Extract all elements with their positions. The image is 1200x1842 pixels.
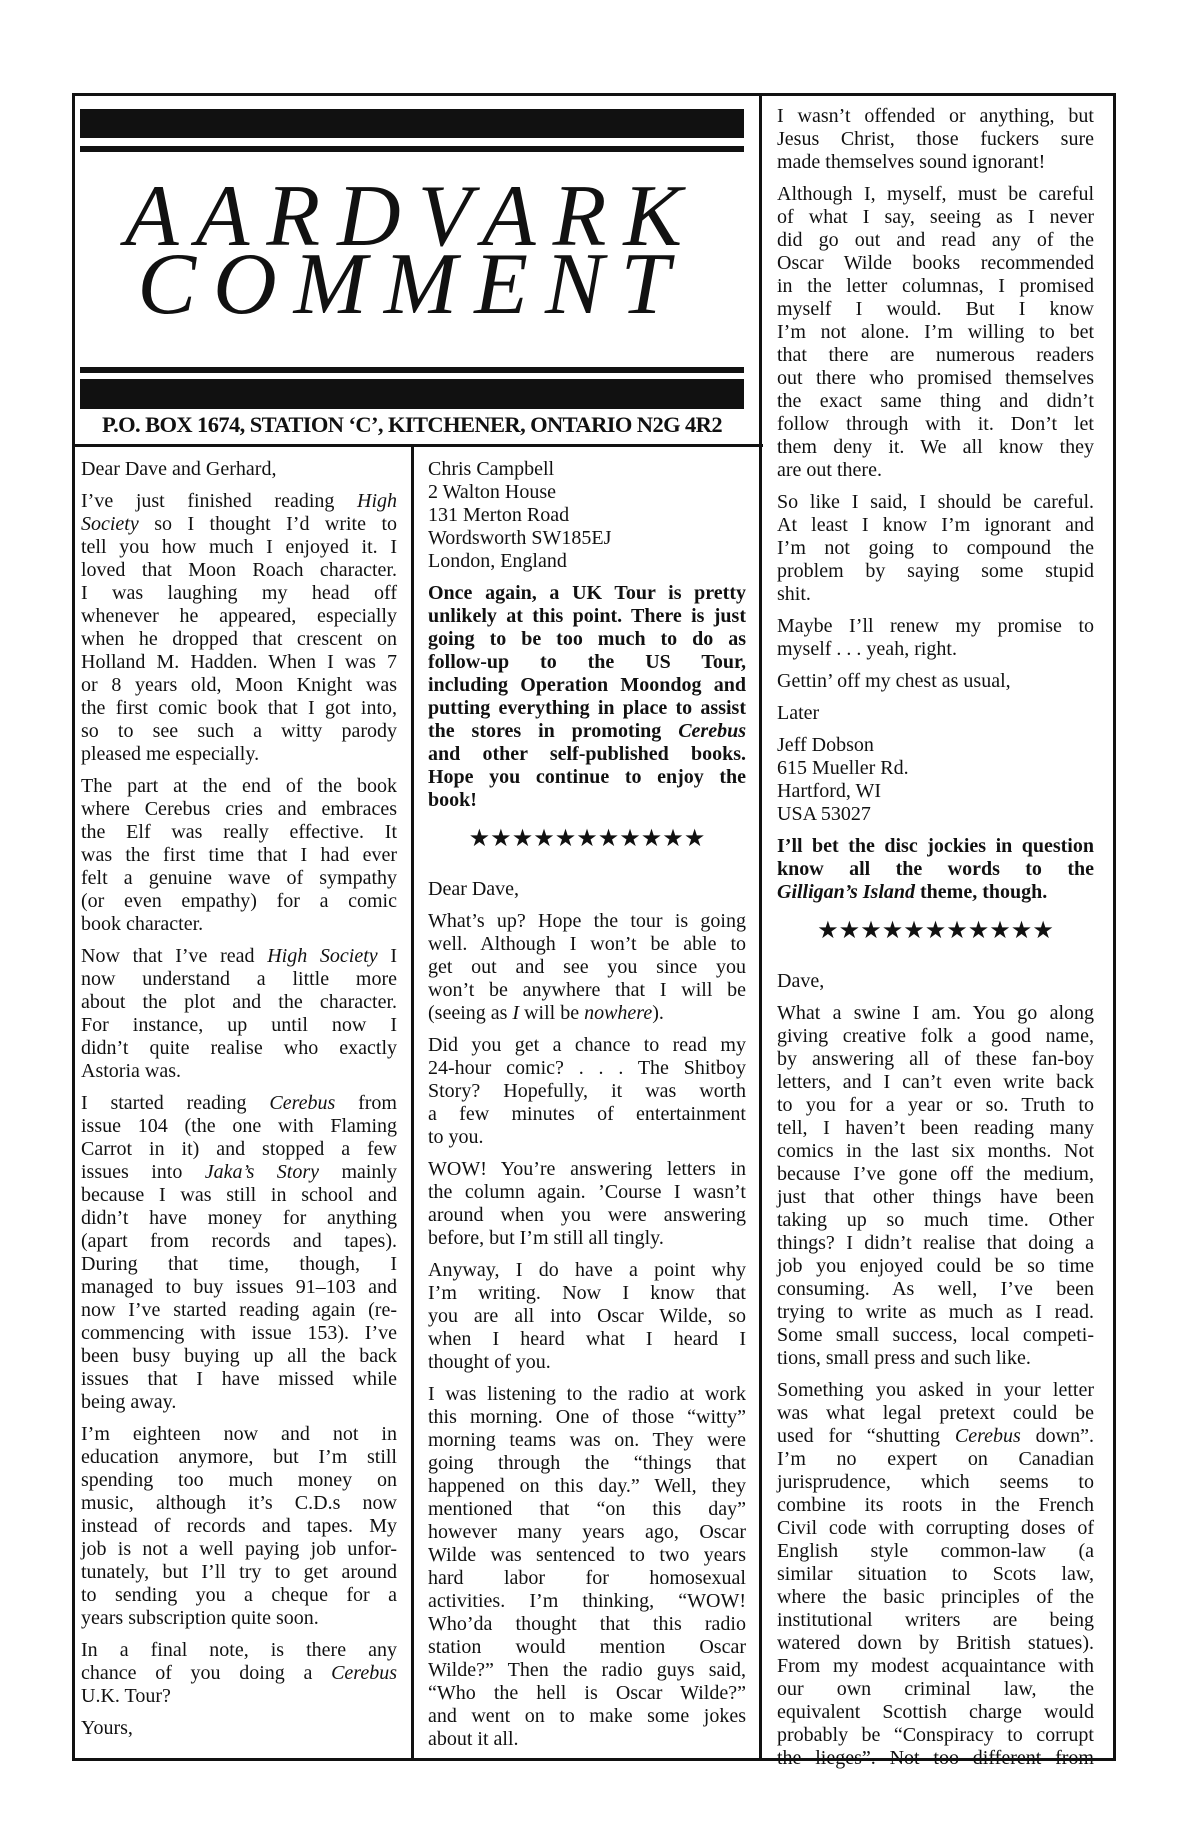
text-line: WOW! You’re answering letters in: [428, 1158, 746, 1180]
text-line: During that time, though, I: [81, 1253, 397, 1275]
text-line: mentioned that “on this day”: [428, 1498, 746, 1520]
letter-paragraph: [81, 1423, 397, 1630]
masthead-rule-top: [80, 146, 744, 152]
text-run: issues into: [81, 1161, 205, 1183]
text-line: Jeff Dobson: [777, 734, 874, 756]
text-line: giving creative folk a good name,: [777, 1025, 1094, 1047]
text-line: I’m eighteen now and not in: [81, 1423, 397, 1445]
text-line: Anyway, I do have a point why: [428, 1259, 746, 1281]
text-line: tunately, but I’ll try to get around: [81, 1561, 397, 1583]
postal-address: [428, 458, 746, 573]
text-line: So like I said, I should be careful.: [777, 491, 1094, 513]
text-run: ).: [652, 1002, 664, 1024]
text-line: The part at the end of the book: [81, 775, 397, 797]
text-line: “Who the hell is Oscar Wilde?”: [428, 1682, 746, 1704]
letter-paragraph: [81, 490, 397, 766]
text-line: being away.: [81, 1391, 177, 1413]
letter-paragraph: [428, 1383, 746, 1751]
text-line: Hope you continue to enjoy the: [428, 766, 746, 788]
text-line: and went on to make some jokes: [428, 1705, 746, 1727]
text-line: our own criminal law, the: [777, 1678, 1094, 1700]
text-line: Maybe I’ll renew my promise to: [777, 615, 1094, 637]
text-line: because I was still in school and: [81, 1184, 397, 1206]
text-line: job you enjoyed could be so time: [777, 1255, 1094, 1277]
text-line: Some small success, local competi-: [777, 1324, 1094, 1346]
mailing-address: P.O. BOX 1674, STATION ‘C’, KITCHENER, ONTARIO N2G 4R2: [102, 412, 722, 437]
text-line: including Operation Moondog and: [428, 674, 746, 696]
text-line: issues that I have missed while: [81, 1368, 397, 1390]
letter-paragraph: [81, 1092, 397, 1414]
star-separator: ★★★★★★★★★★★: [468, 826, 706, 852]
text-line: Dear Dave,: [428, 878, 520, 900]
text-run: mainly: [319, 1161, 397, 1183]
text-line: Did you get a chance to read my: [428, 1034, 746, 1056]
text-line: didn’t have money for anything: [81, 1207, 397, 1229]
italic-title: nowhere: [584, 1002, 653, 1024]
text-line: [81, 1662, 397, 1685]
masthead-bar-top: [80, 109, 744, 138]
text-line: the column again. ’Course I wasn’t: [428, 1181, 746, 1203]
text-line: 131 Merton Road: [428, 504, 570, 526]
text-line: by answering all of these fan-boy: [777, 1048, 1094, 1070]
text-line: [777, 881, 1094, 904]
postal-address: [777, 734, 1094, 826]
text-line: the first comic book that I got into,: [81, 697, 397, 719]
text-run: chance of you doing a: [81, 1662, 332, 1684]
text-line: commencing with issue 153). I’ve: [81, 1322, 397, 1344]
text-line: 24-hour comic? . . . The Shitboy: [428, 1057, 746, 1079]
text-run: from: [335, 1092, 397, 1114]
text-line: just that other things have been: [777, 1186, 1094, 1208]
text-line: was the first time that I had ever: [81, 844, 397, 866]
text-line: music, although it’s C.D.s now: [81, 1492, 397, 1514]
text-line: [428, 1002, 746, 1025]
italic-title: High Society: [267, 945, 378, 967]
text-line: activities. I’m thinking, “WOW!: [428, 1590, 746, 1612]
text-line: pleased me especially.: [81, 743, 260, 765]
text-line: follow-up to the US Tour,: [428, 651, 746, 673]
text-line: Yours,: [81, 1717, 133, 1739]
text-line: At least I know I’m ignorant and: [777, 514, 1094, 536]
italic-title: Gilligan’s Island: [777, 881, 915, 903]
text-line: made themselves sound ignorant!: [777, 151, 1046, 173]
letter-paragraph: [81, 775, 397, 936]
text-line: happened on this day.” Well, they: [428, 1475, 746, 1497]
text-run: the stores in promoting: [428, 720, 679, 742]
text-line: Wilde was sentenced to two years: [428, 1544, 746, 1566]
text-run: so I thought I’d write to: [138, 513, 397, 535]
text-line: won’t be anywhere that I will be: [428, 979, 746, 1001]
letter-paragraph: [777, 105, 1094, 174]
text-line: equivalent Scottish charge would: [777, 1701, 1094, 1723]
text-line: Story? Hopefully, it was worth: [428, 1080, 746, 1102]
text-line: myself I would. But I know: [777, 298, 1094, 320]
text-line: station would mention Oscar: [428, 1636, 746, 1658]
text-line: Something you asked in your letter: [777, 1379, 1094, 1401]
text-line: Hartford, WI: [777, 780, 882, 802]
text-line: Oscar Wilde books recommended: [777, 252, 1094, 274]
text-line: the lieges”. Not too different from: [777, 1747, 1094, 1769]
text-line: Wilde?” Then the radio guys said,: [428, 1659, 746, 1681]
text-line: Who’da thought that this radio: [428, 1613, 746, 1635]
text-line: to you for a year or so. Truth to: [777, 1094, 1094, 1116]
text-line: get out and see you since you: [428, 956, 746, 978]
text-line: [81, 1092, 397, 1115]
letter-paragraph: [777, 1379, 1094, 1770]
text-line: putting everything in place to assist: [428, 697, 746, 719]
text-line: [777, 1425, 1094, 1448]
text-line: unlikely at this point. There is just: [428, 605, 746, 627]
text-line: [428, 720, 746, 743]
text-line: Carrot in it) and stopped a few: [81, 1138, 397, 1160]
text-line: about the plot and the character.: [81, 991, 397, 1013]
text-line: so to see such a witty parody: [81, 720, 397, 742]
text-line: letters, and I can’t even write back: [777, 1071, 1094, 1093]
text-line: I’m not going to compound the: [777, 537, 1094, 559]
text-line: book character.: [81, 913, 204, 935]
text-line: probably be “Conspiracy to corrupt: [777, 1724, 1094, 1746]
text-line: London, England: [428, 550, 567, 572]
italic-title: Jaka’s Story: [204, 1161, 320, 1183]
letter-paragraph: [777, 670, 1094, 693]
italic-title: Cerebus: [269, 1092, 336, 1114]
text-line: shit.: [777, 583, 811, 605]
letter-paragraph: [428, 878, 746, 901]
letter-paragraph: [81, 945, 397, 1083]
letter-paragraph: [777, 183, 1094, 482]
star-separator: ★★★★★★★★★★★: [817, 918, 1054, 944]
text-line: tions, small press and such like.: [777, 1347, 1031, 1369]
text-line: the exact same thing and didn’t: [777, 390, 1094, 412]
text-run: Now that I’ve read: [81, 945, 268, 967]
text-line: Jesus Christ, those fuckers sure: [777, 128, 1094, 150]
text-line: this morning. One of those “witty”: [428, 1406, 746, 1428]
text-line: whenever he appeared, especially: [81, 605, 397, 627]
editor-reply: [428, 582, 746, 812]
text-line: consuming. As well, I’ve been: [777, 1278, 1094, 1300]
text-line: now understand a little more: [81, 968, 397, 990]
text-line: issue 104 (the one with Flaming: [81, 1115, 397, 1137]
text-line: didn’t quite realise who exactly: [81, 1037, 397, 1059]
text-line: Gettin’ off my chest as usual,: [777, 670, 1011, 692]
letter-paragraph: [777, 1002, 1094, 1370]
text-line: to you.: [428, 1126, 484, 1148]
text-line: I was listening to the radio at work: [428, 1383, 746, 1405]
text-line: them deny it. We all know they: [777, 436, 1094, 458]
letter-paragraph: [777, 702, 1094, 725]
text-line: that there are numerous readers: [777, 344, 1094, 366]
text-line: because I’ve gone off the medium,: [777, 1163, 1094, 1185]
text-line: 615 Mueller Rd.: [777, 757, 909, 779]
text-line: when he dropped that crescent on: [81, 628, 397, 650]
column-divider-right: [759, 93, 762, 1758]
letter-paragraph: [777, 615, 1094, 661]
text-line: in the letter columnas, I promised: [777, 275, 1094, 297]
text-line: where Cerebus cries and embraces: [81, 798, 397, 820]
text-line: Later: [777, 702, 820, 724]
text-run: will be: [519, 1002, 585, 1024]
text-run: I started reading: [81, 1092, 270, 1114]
text-line: USA 53027: [777, 803, 871, 825]
text-line: where the basic principles of the: [777, 1586, 1094, 1608]
letter-paragraph: [81, 1717, 397, 1740]
text-line: [81, 1161, 397, 1184]
masthead-bar-bottom: [80, 379, 744, 409]
text-line: did go out and read any of the: [777, 229, 1094, 251]
column-middle: [428, 458, 746, 1760]
text-line: and other self-published books.: [428, 743, 746, 765]
letter-paragraph: [428, 1158, 746, 1250]
text-line: to sending you a cheque for a: [81, 1584, 397, 1606]
text-line: book!: [428, 789, 477, 811]
text-line: Once again, a UK Tour is pretty: [428, 582, 746, 604]
italic-title: Society: [81, 513, 139, 535]
text-line: going through the “things that: [428, 1452, 746, 1474]
text-line: was what legal pretext could be: [777, 1402, 1094, 1424]
text-line: a few minutes of entertainment: [428, 1103, 746, 1125]
letter-paragraph: [428, 910, 746, 1025]
text-line: Dear Dave and Gerhard,: [81, 458, 277, 480]
text-line: well. Although I won’t be able to: [428, 933, 746, 955]
text-line: tell you how much I enjoyed it. I: [81, 536, 397, 558]
italic-title: Cerebus: [331, 1662, 397, 1684]
text-line: Astoria was.: [81, 1060, 181, 1082]
text-line: I’m no expert on Canadian: [777, 1448, 1094, 1470]
text-line: of what I say, seeing as I never: [777, 206, 1094, 228]
italic-title: High: [357, 490, 397, 512]
text-line: similar situation to Scots law,: [777, 1563, 1094, 1585]
text-line: Wordsworth SW185EJ: [428, 527, 612, 549]
text-line: From my modest acquaintance with: [777, 1655, 1094, 1677]
letter-paragraph: [777, 491, 1094, 606]
text-line: problem by saying some stupid: [777, 560, 1094, 582]
text-line: Chris Campbell: [428, 458, 555, 480]
text-line: I’m not alone. I’m willing to bet: [777, 321, 1094, 343]
text-line: [81, 490, 397, 513]
text-line: What’s up? Hope the tour is going: [428, 910, 746, 932]
text-line: For instance, up until now I: [81, 1014, 397, 1036]
text-line: before, but I’m still all tingly.: [428, 1227, 664, 1249]
masthead-title-aardvark: AARDVARK: [124, 168, 700, 265]
text-line: now I’ve started reading again (re-: [81, 1299, 397, 1321]
text-line: In a final note, is there any: [81, 1639, 397, 1661]
text-line: thought of you.: [428, 1351, 551, 1373]
text-line: loved that Moon Roach character.: [81, 559, 397, 581]
header-divider: [72, 444, 763, 447]
text-run: I’ve just finished reading: [81, 490, 357, 512]
column-right: [777, 105, 1094, 1779]
column-left: [81, 458, 397, 1749]
text-line: been busy buying up all the back: [81, 1345, 397, 1367]
text-line: managed to buy issues 91–103 and: [81, 1276, 397, 1298]
letter-paragraph: [81, 458, 397, 481]
text-line: I was laughing my head off: [81, 582, 397, 604]
text-line: Holland M. Hadden. When I was 7: [81, 651, 397, 673]
text-line: trying to write as much as I read.: [777, 1301, 1094, 1323]
italic-title: Cerebus: [678, 720, 746, 742]
text-line: things? I didn’t realise that doing a: [777, 1232, 1094, 1254]
text-run: I: [377, 945, 397, 967]
italic-title: I: [512, 1002, 520, 1024]
text-line: education anymore, but I’m still: [81, 1446, 397, 1468]
letter-paragraph: [81, 1639, 397, 1708]
text-line: however many years ago, Oscar: [428, 1521, 746, 1543]
text-line: know all the words to the: [777, 858, 1094, 880]
text-run: down”.: [1020, 1425, 1094, 1447]
text-line: are out there.: [777, 459, 882, 481]
text-line: I’ll bet the disc jockies in question: [777, 835, 1094, 857]
text-line: around when you were answering: [428, 1204, 746, 1226]
text-line: 2 Walton House: [428, 481, 557, 503]
text-line: tell, I haven’t been reading many: [777, 1117, 1094, 1139]
text-line: instead of records and tapes. My: [81, 1515, 397, 1537]
text-line: [81, 945, 397, 968]
text-line: myself . . . yeah, right.: [777, 638, 957, 660]
text-line: out there who promised themselves: [777, 367, 1094, 389]
text-line: watered down by British statues).: [777, 1632, 1094, 1654]
masthead-rule-bottom: [80, 367, 744, 373]
text-line: (or even empathy) for a comic: [81, 890, 397, 912]
letter-paragraph: [428, 1259, 746, 1374]
text-line: job is not a well paying job unfor-: [81, 1538, 397, 1560]
text-line: [81, 513, 397, 536]
text-line: hard labor for homosexual: [428, 1567, 746, 1589]
text-line: Dave,: [777, 970, 825, 992]
text-line: jurisprudence, which seems to: [777, 1471, 1094, 1493]
text-line: when I heard what I heard I: [428, 1328, 746, 1350]
text-run: used for “shutting: [777, 1425, 955, 1447]
text-line: morning teams was on. They were: [428, 1429, 746, 1451]
italic-title: Cerebus: [954, 1425, 1021, 1447]
text-line: I wasn’t offended or anything, but: [777, 105, 1094, 127]
text-line: felt a genuine wave of sympathy: [81, 867, 397, 889]
text-line: English style common-law (a: [777, 1540, 1094, 1562]
text-run: (seeing as: [428, 1002, 513, 1024]
text-line: U.K. Tour?: [81, 1685, 171, 1707]
text-line: comics in the last six months. Not: [777, 1140, 1094, 1162]
text-line: you are all into Oscar Wilde, so: [428, 1305, 746, 1327]
text-line: follow through with it. Don’t let: [777, 413, 1094, 435]
letter-paragraph: [428, 1034, 746, 1149]
text-line: spending too much money on: [81, 1469, 397, 1491]
masthead-title-comment: COMMENT: [137, 236, 687, 333]
text-line: the Elf was really effective. It: [81, 821, 397, 843]
text-line: combine its roots in the French: [777, 1494, 1094, 1516]
editor-reply: [777, 835, 1094, 904]
column-divider-left: [411, 444, 414, 1758]
letter-paragraph: [777, 970, 1094, 993]
text-line: about it all.: [428, 1728, 519, 1750]
text-line: Although I, myself, must be careful: [777, 183, 1094, 205]
text-line: (apart from records and tapes).: [81, 1230, 397, 1252]
text-line: Civil code with corrupting doses of: [777, 1517, 1094, 1539]
text-line: I’m writing. Now I know that: [428, 1282, 746, 1304]
text-line: going to be too much to do as: [428, 628, 746, 650]
text-line: or 8 years old, Moon Knight was: [81, 674, 397, 696]
text-line: years subscription quite soon.: [81, 1607, 319, 1629]
text-run: theme, though.: [915, 881, 1048, 903]
text-line: taking up so much time. Other: [777, 1209, 1094, 1231]
text-line: institutional writers are being: [777, 1609, 1094, 1631]
text-line: What a swine I am. You go along: [777, 1002, 1094, 1024]
